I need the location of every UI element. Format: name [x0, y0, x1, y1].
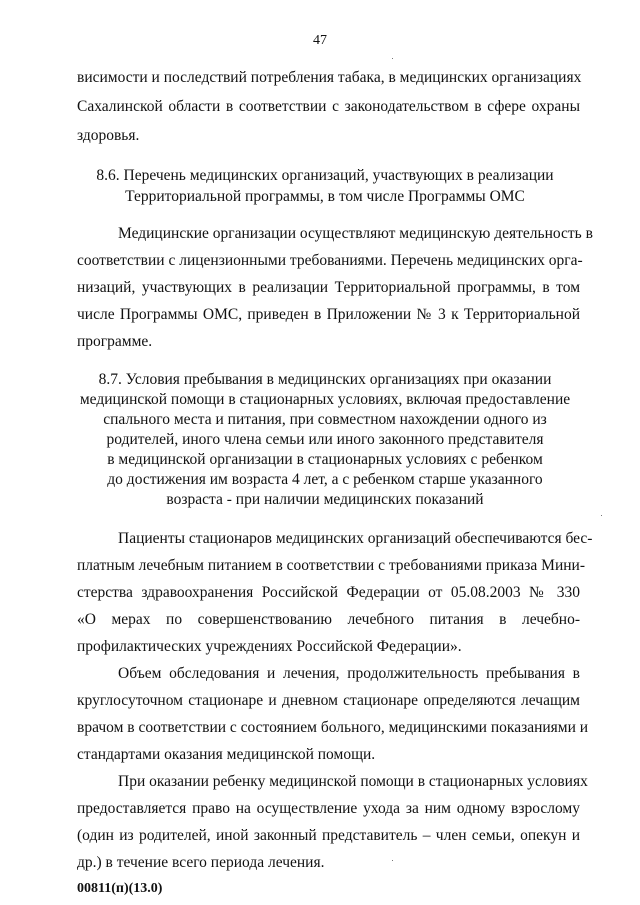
scan-speck [392, 860, 393, 861]
text-line: Пациенты стационаров медицинских организаций обеспечиваются бес- [118, 530, 593, 547]
text-line: низаций, участвующих в реализации Территориальной программы, в том [77, 279, 580, 296]
text-line: (один из родителей, иной законный представитель – член семьи, опекун и [77, 827, 580, 844]
text-line: Объем обследования и лечения, продолжительность пребывания в [118, 665, 580, 682]
text-line: врачом в соответствии с состоянием больного, медицинскими показаниями и [77, 719, 589, 736]
heading-line: медицинской помощи в стационарных условиях, включая предоставление [79, 391, 571, 408]
heading-line: 8.6. Перечень медицинских организаций, участвующих в реализации [96, 167, 554, 184]
heading-line: в медицинской организации в стационарных условиях с ребенком [107, 451, 543, 468]
footer-code: 00811(п)(13.0) [77, 881, 163, 896]
text-line: стандартами оказания медицинской помощи. [77, 746, 376, 763]
text-line: стерства здравоохранения Российской Федерации от 05.08.2003 № 330 [77, 584, 580, 601]
heading-line: родителей, иного члена семьи или иного законного представителя [106, 431, 544, 448]
page-number: 47 [313, 33, 327, 48]
text-line: Медицинские организации осуществляют медицинскую деятельность в [118, 225, 593, 242]
heading-line: Территориальной программы, в том числе Программы ОМС [125, 188, 525, 205]
heading-line: 8.7. Условия пребывания в медицинских организациях при оказании [98, 371, 552, 388]
scan-speck [392, 58, 393, 59]
heading-line: спального места и питания, при совместном нахождении одного из [103, 411, 547, 428]
text-line: круглосуточном стационаре и дневном стационаре определяются лечащим [77, 692, 580, 709]
text-line: «О мерах по совершенствованию лечебного питания в лечебно- [77, 611, 580, 628]
text-line: При оказании ребенку медицинской помощи в стационарных условиях [118, 773, 588, 790]
heading-line: возраста - при наличии медицинских показаний [166, 491, 484, 508]
text-line: числе Программы ОМС, приведен в Приложении № 3 к Территориальной [77, 306, 580, 323]
text-line: др.) в течение всего периода лечения. [77, 854, 325, 871]
text-line: здоровья. [77, 127, 140, 144]
scan-speck [601, 515, 602, 516]
text-line: профилактических учреждениях Российской Федерации». [77, 638, 462, 655]
text-line: программе. [77, 333, 153, 350]
text-line: Сахалинской области в соответствии с законодательством в сфере охраны [77, 98, 580, 115]
text-line: висимости и последствий потребления табака, в медицинских организациях [77, 69, 582, 86]
heading-line: до достижения им возраста 4 лет, а с ребенком старше указанного [107, 471, 543, 488]
text-line: соответствии с лицензионными требованиями. Перечень медицинских орга- [77, 252, 583, 269]
text-line: платным лечебным питанием в соответствии с требованиями приказа Мини- [77, 557, 585, 574]
text-line: предоставляется право на осуществление ухода за ним одному взрослому [77, 800, 580, 817]
